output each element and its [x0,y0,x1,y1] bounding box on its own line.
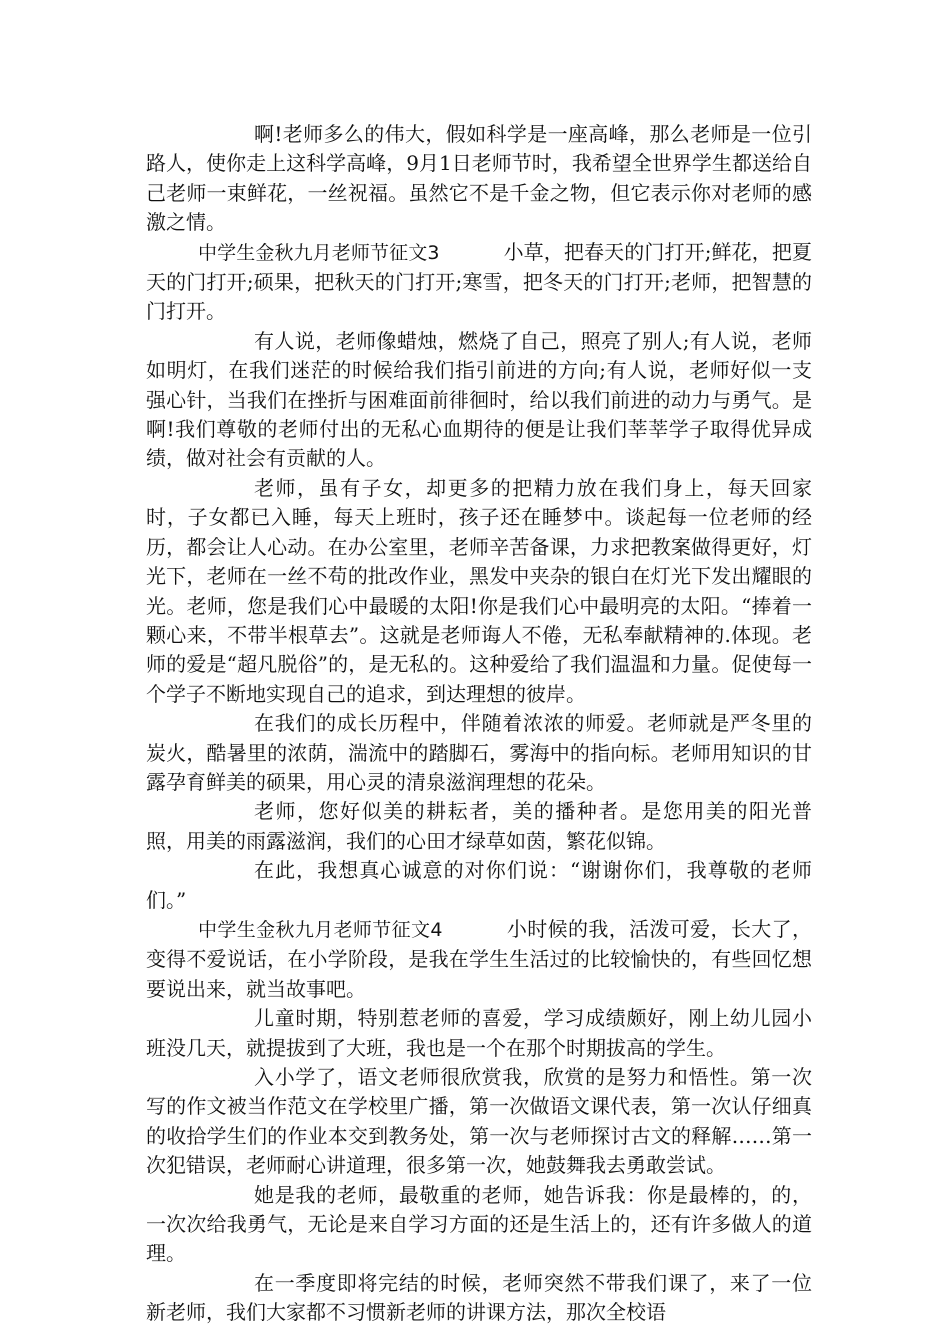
paragraph-text: 在一季度即将完结的时候，老师突然不带我们课了，来了一位新老师，我们大家都不习惯新老师的讲课方法，那次全校语 [146,1270,812,1325]
paragraph-text: 在此，我想真心诚意的对你们说：“谢谢你们，我尊敬的老师们。” [146,858,812,912]
paragraph [146,856,812,915]
paragraph [146,797,812,856]
paragraph-text: 入小学了，语文老师很欣赏我，欣赏的是努力和悟性。第一次写的作文被当作范文在学校里广播，第一次做语文课代表，第一次认仔细真的收拾学生们的作业本交到教务处，第一次与老师探讨古文的释解……第一次犯错误，老师耐心讲道理，很多第一次，她鼓舞我去勇敢尝试。 [146,1065,812,1178]
paragraph-text: 有人说，老师像蜡烛，燃烧了自己，照亮了别人;有人说，老师如明灯，在我们迷茫的时候给我们指引前进的方向;有人说，老师好似一支强心针，当我们在挫折与困难面前徘徊时，给以我们前进的动力与勇气。是啊!我们尊敬的老师付出的无私心血期待的便是让我们莘莘学子取得优异成绩，做对社会有贡献的人。 [146,328,812,471]
paragraph [146,474,812,709]
titled-paragraph [146,238,812,327]
section-title: 中学生金秋九月老师节征文3 [198,241,440,264]
titled-paragraph [146,915,812,1004]
paragraph-text: 啊!老师多么的伟大，假如科学是一座高峰，那么老师是一位引路人，使你走上这科学高峰，9月1日老师节时，我希望全世界学生都送给自己老师一束鲜花，一丝祝福。虽然它不是千金之物，但它表示你对老师的感激之情。 [146,122,812,235]
paragraph [146,1063,812,1181]
paragraph [146,1269,812,1328]
paragraph [146,709,812,797]
paragraph-text: 儿童时期，特别惹老师的喜爱，学习成绩颇好，刚上幼儿园小班没几天，就提拔到了大班，我也是一个在那个时期拔高的学生。 [146,1006,812,1060]
paragraph-text: 小草，把春天的门打开;鲜花，把夏天的门打开;硕果，把秋天的门打开;寒雪，把冬天的门打开;老师，把智慧的门打开。 [146,239,812,324]
paragraph-text: 她是我的老师，最敬重的老师，她告诉我：你是最棒的，的，一次次给我勇气，无论是来自学习方面的还是生活上的，还有许多做人的道理。 [146,1182,812,1266]
paragraph-text: 在我们的成长历程中，伴随着浓浓的师爱。老师就是严冬里的炭火，酷暑里的浓荫，湍流中的踏脚石，雾海中的指向标。老师用知识的甘露孕育鲜美的硕果，用心灵的清泉滋润理想的花朵。 [146,711,812,794]
section-title: 中学生金秋九月老师节征文4 [198,918,443,941]
paragraph [146,327,812,474]
paragraph [146,120,812,238]
paragraph [146,1181,812,1269]
paragraph-text: 老师，您好似美的耕耘者，美的播种者。是您用美的阳光普照，用美的雨露滋润，我们的心田才绿草如茵，繁花似锦。 [146,799,812,853]
document-body [146,120,812,1328]
paragraph-text: 老师，虽有子女，却更多的把精力放在我们身上，每天回家时，子女都已入睡，每天上班时，孩子还在睡梦中。谈起每一位老师的经历，都会让人心动。在办公室里，老师辛苦备课，力求把教案做得更好，灯光下，老师在一丝不苟的批改作业，黑发中夹杂的银白在灯光下发出耀眼的光。老师，您是我们心中最暖的太阳!你是我们心中最明亮的太阳。“捧着一颗心来，不带半根草去”。这就是老师诲人不倦，无私奉献精神的.体现。老师的爱是“超凡脱俗”的，是无私的。这种爱给了我们温温和力量。促使每一个学子不断地实现自己的追求，到达理想的彼岸。 [146,475,812,706]
paragraph-text: 小时候的我，活泼可爱，长大了，变得不爱说话，在小学阶段，是我在学生生活过的比较愉快的，有些回忆想要说出来，就当故事吧。 [146,916,813,1001]
paragraph [146,1004,812,1063]
